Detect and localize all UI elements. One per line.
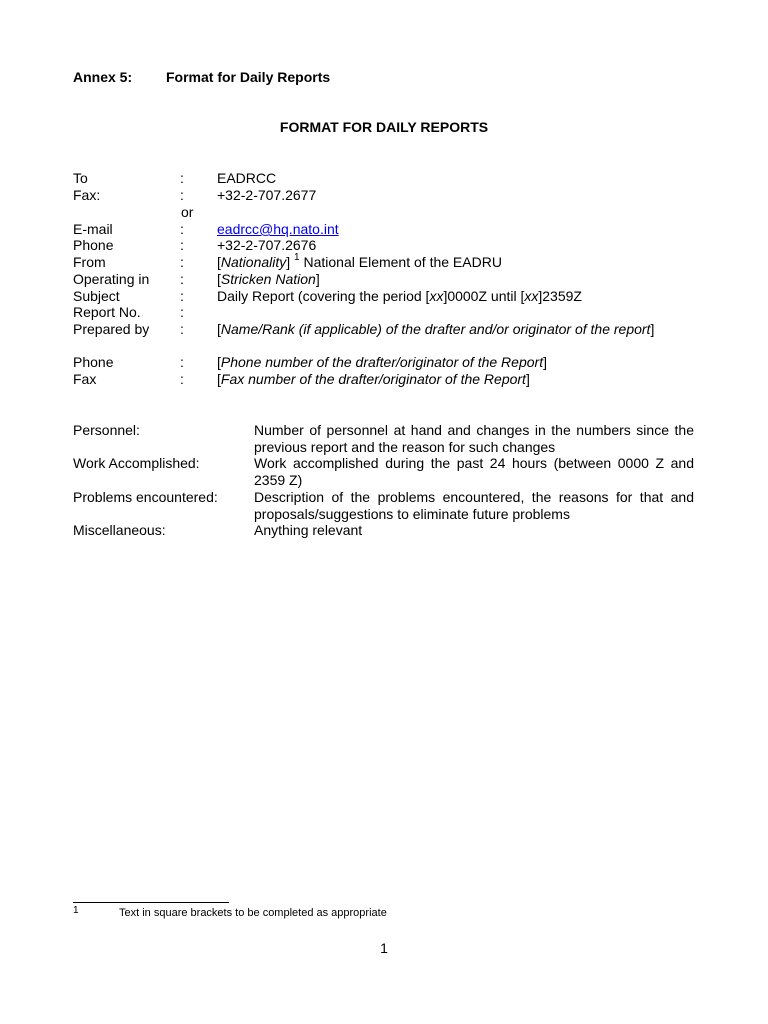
section-text: Description of the problems encountered, the reasons for that and proposals/suggestions to eliminate future problems [254,489,694,522]
annex-title: Format for Daily Reports [166,69,331,85]
page-title: FORMAT FOR DAILY REPORTS [279,119,489,135]
field-colon: : [180,254,184,270]
field-colon: : [180,170,184,186]
section-label: Work Accomplished: [73,455,200,471]
field-label: Report No. [73,304,141,320]
field-value: +32-2-707.2676 [217,237,317,253]
section-label: Personnel: [73,422,140,438]
footnote-text: Text in square brackets to be completed as appropriate [119,907,387,919]
field-value: [Fax number of the drafter/originator of the Report] [217,371,530,387]
field-label: E-mail [73,221,113,237]
field-label: Subject [73,288,120,304]
field-label: Prepared by [73,321,150,337]
field-value: [Nationality] $^1$ National Element of the EADRU [217,252,502,270]
field-colon: : [180,288,184,304]
or-separator: or [181,204,194,220]
section-label: Miscellaneous: [73,522,166,538]
footnote-separator [73,902,229,903]
field-label: From [73,254,106,270]
field-colon: : [180,354,184,370]
field-value: [Stricken Nation] [217,271,320,287]
field-colon: : [180,221,184,237]
field-label: Fax: [73,187,101,203]
field-colon: : [180,187,184,203]
field-value: Daily Report (covering the period [xx]0000Z until [xx]2359Z [217,288,582,304]
field-colon: : [180,321,184,337]
footnote-ref: 1 [294,252,300,264]
field-label: Fax [73,371,97,387]
field-label: Phone [73,237,114,253]
annex-label: Annex 5: [73,69,133,85]
section-text: Number of personnel at hand and changes in the numbers since the previous report and the reason for such changes [254,422,694,455]
field-colon: : [180,237,184,253]
section-text: Anything relevant [254,522,363,538]
field-value: [Phone number of the drafter/originator of the Report] [217,354,547,370]
field-colon: : [180,304,184,320]
field-label: Operating in [73,271,150,287]
email-link[interactable]: eadrcc@hq.nato.int [217,221,339,237]
footnote-mark: 1 [73,905,79,916]
field-value: EADRCC [217,170,277,186]
field-label: Phone [73,354,114,370]
field-value: +32-2-707.2677 [217,187,317,203]
field-value: [Name/Rank (if applicable) of the drafter and/or originator of the report] [217,321,655,337]
field-colon: : [180,271,184,287]
section-text: Work accomplished during the past 24 hours (between 0000 Z and 2359 Z) [254,455,694,488]
page-number: 1 [380,940,388,956]
field-label: To [73,170,88,186]
field-colon: : [180,371,184,387]
section-label: Problems encountered: [73,489,218,505]
